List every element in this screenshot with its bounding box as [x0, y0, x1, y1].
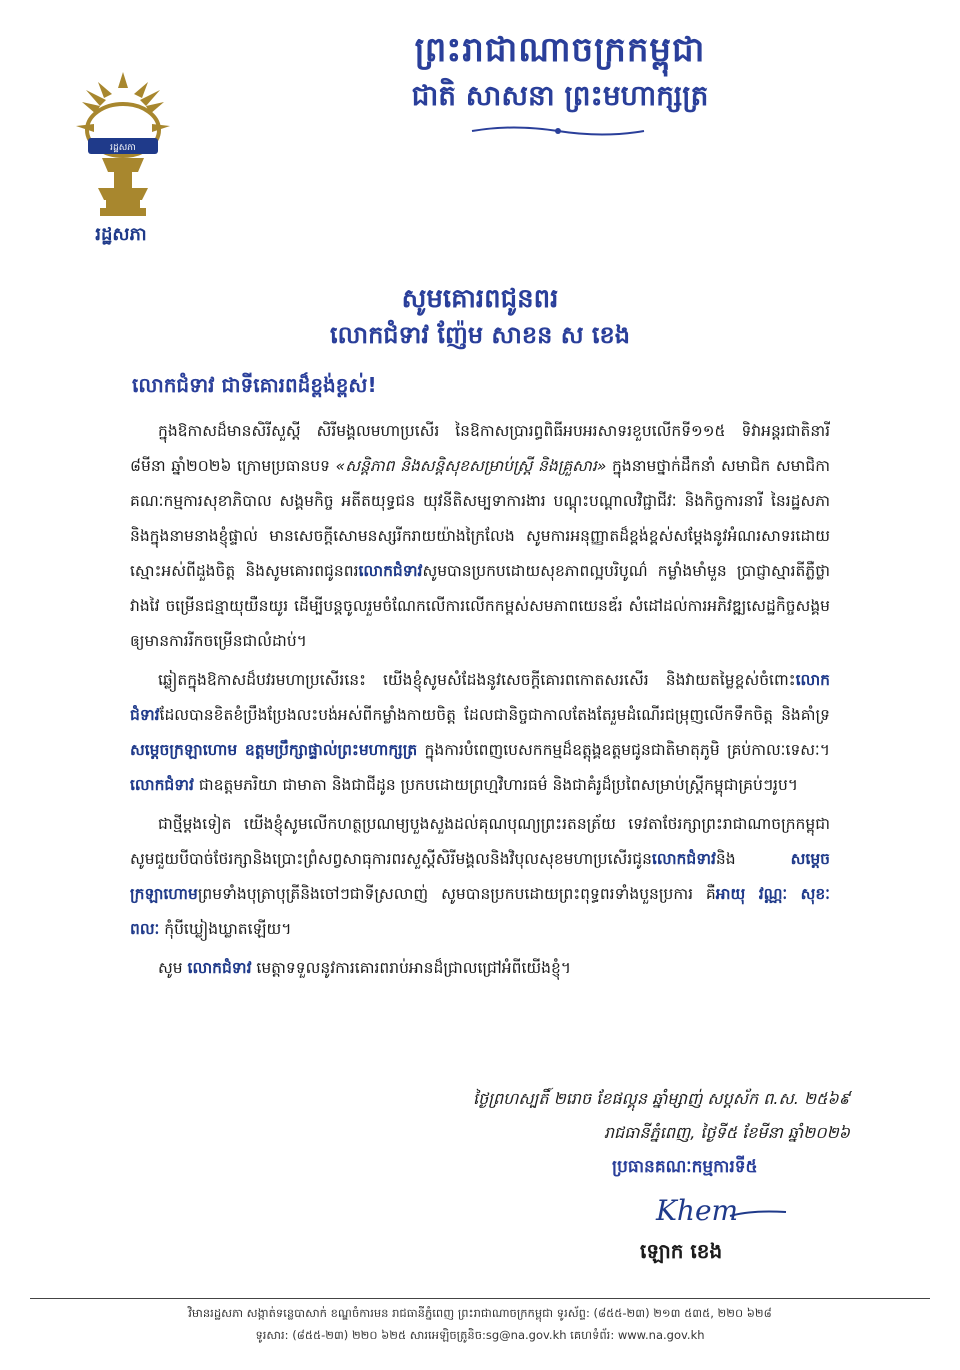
samdech-title: សម្តេចក្រឡាហោម	[130, 850, 830, 903]
event-theme: «សន្តិភាព និងសន្តិសុខសម្រាប់ស្ត្រី និងគ្រួសារ»	[335, 457, 607, 475]
paragraph-1: ក្នុងឱកាសដ៏មានសិរីសួស្តី សិរីមង្គលមហាប្រសើរ នៃឱកាសប្រារព្ធពិធីអបអរសាទរខួបលើកទី១១៥ ទិវាអន្តរជាតិនារី ៨មីនា ឆ្នាំ២០២៦ ក្រោមប្រធានបទ «សន្តិភាព និងសន្តិសុខសម្រាប់ស្ត្រី និងគ្រួសារ» ក្នុងនាមថ្នាក់ដឹកនាំ សមាជិក សមាជិកា គណៈកម្មការសុខាភិបាល សង្គមកិច្ច អតីតយុទ្ធជន យុវនីតិសម្បទាការងារ បណ្តុះបណ្តាលវិជ្ជាជីវៈ និងកិច្ចការនារី នៃរដ្ឋសភា និងក្នុងនាមនាងខ្ញុំផ្ទាល់ មានសេចក្តីសោមនស្សរីករាយយ៉ាងក្រៃលែង សូមការអនុញ្ញាតដ៏ខ្ពង់ខ្ពស់សម្តែងនូវអំណរសាទរដោយស្មោះអស់ពីដួងចិត្ត និងសូមគោរពជូនពរលោកជំទាវសូមបានប្រកបដោយសុខភាពល្អបរិបូណ៌ កម្លាំងមាំមួន ប្រាជ្ញាស្មារតីភ្លឺថ្លាវាងវៃ ចម្រើនជន្មាយុយឺនយូរ ដើម្បីបន្តចូលរួមចំណែកលើការលើកកម្ពស់សមភាពយេនឌ័រ សំដៅដល់ការអភិវឌ្ឍសេដ្ឋកិច្ចសង្គម ឲ្យមានការរីកចម្រើនជាលំដាប់។	[130, 422, 830, 650]
kingdom-heading: ព្រះរាជាណាចក្រកម្ពុជា	[414, 30, 706, 70]
samdech-title: សម្តេចក្រឡាហោម ឧត្តមប្រឹក្សាផ្ទាល់ព្រះមហាក្សត្រ	[130, 741, 418, 759]
signer-title: ប្រធានគណៈកម្មការទី៥	[612, 1157, 758, 1177]
honorific-name: លោកជំទាវ	[187, 959, 252, 977]
solar-date: រាជធានីភ្នំពេញ, ថ្ងៃទី៥ ខែមីនា ឆ្នាំ២០២៦	[603, 1123, 850, 1142]
greeting-title: សូមគោរពជូនពរ	[401, 284, 559, 314]
emblem-plaque-text: រដ្ឋសភា	[110, 143, 136, 153]
signer-name: ឡោក ខេង	[640, 1239, 723, 1263]
letter-body	[130, 414, 830, 990]
honorific-name: លោកជំទាវ	[358, 562, 423, 580]
lunar-date: ថ្ងៃព្រហស្បតិ៍ ២រោច ខែផល្គុន ឆ្នាំម្សាញ់ សប្តស័ក ព.ស. ២៥៦៩	[472, 1089, 850, 1108]
four-blessings: អាយុ វណ្ណៈ សុខៈ ពលៈ	[130, 885, 830, 938]
honorific-name: លោកជំទាវ	[130, 776, 194, 794]
honorific-name: លោកជំទាវ	[651, 850, 716, 868]
paragraph-2: ឆ្លៀតក្នុងឱកាសដ៏បវរមហាប្រសើរនេះ យើងខ្ញុំសូមសំដែងនូវសេចក្តីគោរពកោតសរសើរ និងវាយតម្លៃខ្ពស់ចំពោះលោកជំទាវដែលបានខិតខំប្រឹងប្រែងលះបង់អស់ពីកម្លាំងកាយចិត្ត ដែលជានិច្ចជាកាលតែងតែរួមដំណើរជម្រុញលើកទឹកចិត្ត និងគាំទ្រសម្តេចក្រឡាហោម ឧត្តមប្រឹក្សាផ្ទាល់ព្រះមហាក្សត្រ ក្នុងការបំពេញបេសកកម្មដ៏ឧត្តុង្គឧត្តមជូនជាតិមាតុភូមិ គ្រប់កាលៈទេសៈ។ លោកជំទាវ ជាឧត្តមភរិយា ជាមាតា និងជាជីដូន ប្រកបដោយព្រហ្មវិហារធម៌ និងជាគំរូដ៏ប្រពៃសម្រាប់ស្ត្រីកម្ពុជាគ្រប់ៗរូប។	[130, 671, 830, 794]
national-assembly-emblem-icon	[68, 68, 178, 228]
footer-address: វិមានរដ្ឋសភា សង្កាត់ទន្លេបាសាក់ ខណ្ឌចំការមន រាជធានីភ្នំពេញ ព្រះរាជាណាចក្រកម្ពុជា ទូរស័ព្ទ: (៨៥៥-២៣) ២១៣ ៥៣៥, ២២០ ៦២៨	[188, 1306, 772, 1320]
institution-name: រដ្ឋសភា	[95, 224, 147, 245]
footer-divider	[30, 1298, 930, 1299]
recipient-name: លោកជំទាវ ញ៉ែម សាខន ស ខេង	[329, 321, 631, 349]
paragraph-4: សូម លោកជំទាវ មេត្តាទទួលនូវការគោរពរាប់អានដ៏ជ្រាលជ្រៅអំពីយើងខ្ញុំ។	[158, 959, 572, 977]
paragraph-3: ជាថ្មីម្តងទៀត យើងខ្ញុំសូមលើកហត្ថប្រណម្យបួងសួងដល់គុណបុណ្យព្រះរតនត្រ័យ ទេវតាថែរក្សាព្រះរាជាណាចក្រកម្ពុជាសូមជួយបីបាច់ថែរក្សានិងប្រោះព្រំសព្វសាធុការពរសួស្តីសិរីមង្គលនិងវិបុលសុខមហាប្រសើរជូនលោកជំទាវនិង សម្តេចក្រឡាហោមព្រមទាំងបុត្រាបុត្រីនិងចៅៗជាទីស្រលាញ់ សូមបានប្រកបដោយព្រះពុទ្ធពរទាំងបួនប្រការ គឺអាយុ វណ្ណៈ សុខៈ ពលៈ កុំបីឃ្លៀងឃ្លាតឡើយ។	[130, 815, 830, 938]
handwritten-signature-icon	[650, 1188, 790, 1236]
ornament-divider-icon	[468, 124, 648, 138]
national-motto: ជាតិ សាសនា ព្រះមហាក្សត្រ	[411, 79, 709, 112]
footer-contact: ទូរសារ: (៨៥៥-២៣) ២២០ ៦២៥ សារអេឡិចត្រូនិច:sg@na.gov.kh គេហទំព័រ: www.na.gov.kh	[255, 1328, 705, 1342]
signature-text: Khem	[656, 1194, 739, 1227]
honorific-name: លោកជំទាវ	[130, 671, 830, 724]
salutation: លោកជំទាវ ជាទីគោរពដ៏ខ្ពង់ខ្ពស់!	[132, 373, 377, 397]
